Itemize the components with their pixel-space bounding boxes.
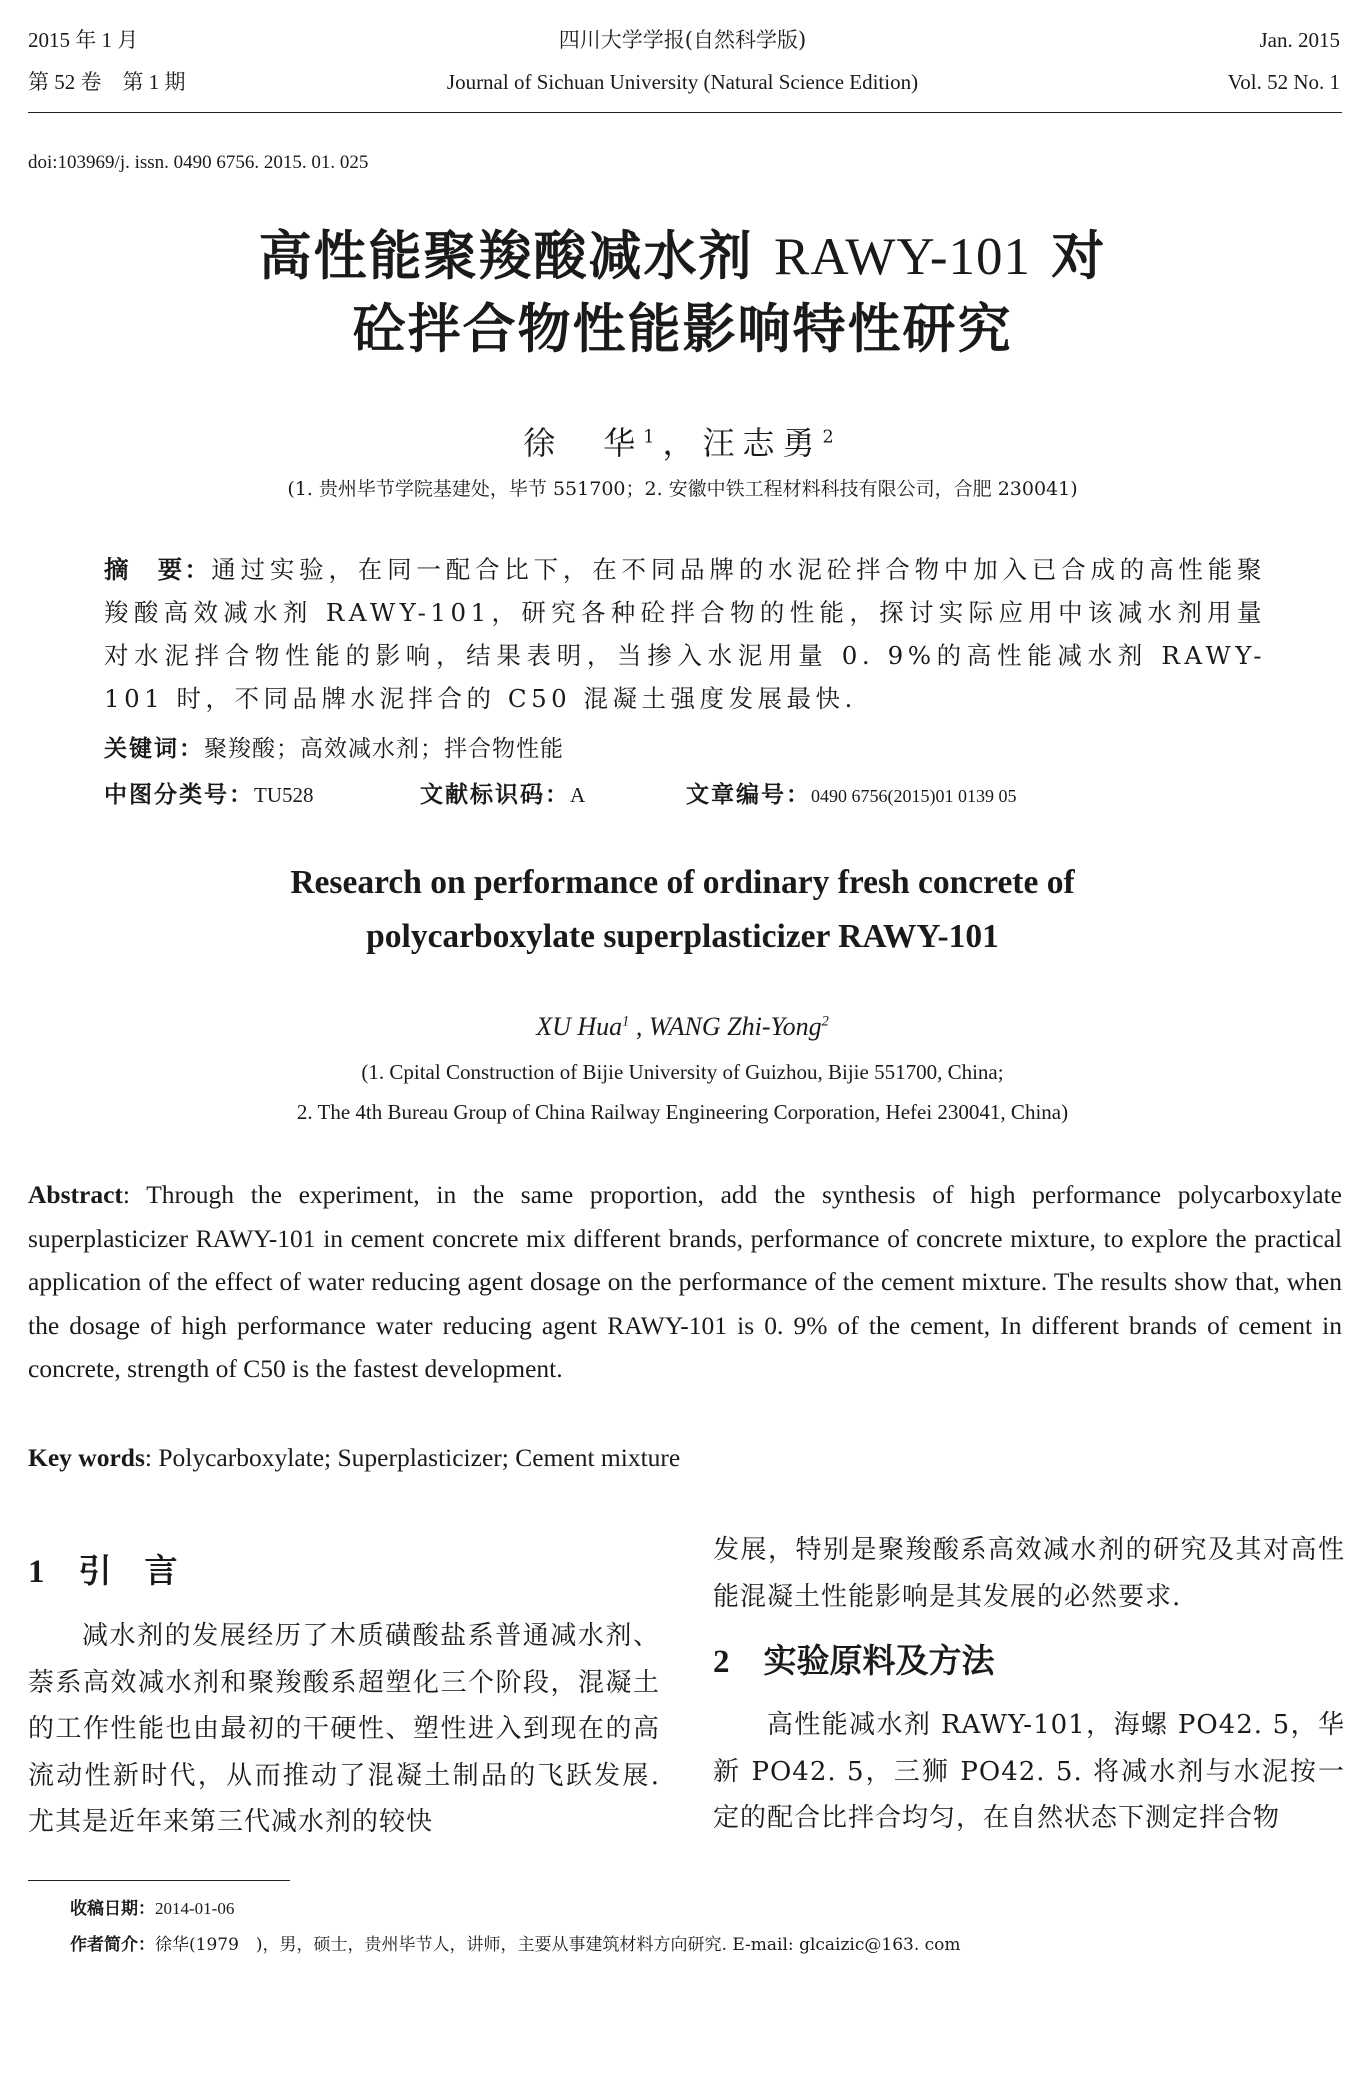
received-value: 2014-01-06 [155,1899,235,1918]
section2-paragraph: 高性能减水剂 RAWY-101，海螺 PO42. 5，华新 PO42. 5，三狮 PO42. 5. 将减水剂与水泥按一定的配合比拌合均匀，在自然状态下测定拌合物 [713,1710,1345,1833]
title-cn-prefix: 高性能聚羧酸减水剂 [258,226,775,287]
section1-continuation: 发展，特别是聚羧酸系高效减水剂的研究及其对高性能混凝土性能影响是其发展的必然要求. [713,1535,1345,1612]
affiliation-en-line2: 2. The 4th Bureau Group of China Railway Engineering Corporation, Hefei 230041, China) [296,1100,1069,1124]
title-cn-code: RAWY-101 [774,228,1031,286]
author-en-1-sup: 1 [622,1013,630,1030]
keywords-cn [104,730,564,763]
article-no-label: 文章编号： [686,782,811,808]
section1-number: 1 [28,1554,45,1590]
section2-title: 实验原料及方法 [763,1641,995,1680]
footnote-received [70,1894,234,1919]
header-date-cn: 2015 年 1 月 [28,28,139,52]
footnote-rule [28,1880,290,1881]
author-bio-label: 作者简介： [70,1935,155,1955]
title-cn-line1 [0,226,1365,287]
header-date-en: Jan. 2015 [1259,28,1340,52]
abstract-en-label: Abstract [28,1180,123,1209]
classification-clc [104,776,314,809]
doi: doi:103969/j. issn. 0490 6756. 2015. 01. 025 [28,152,369,173]
doc-code-value: A [570,783,586,807]
doc-code-label: 文献标识码： [420,782,570,808]
footnote-author [70,1930,961,1955]
keywords-en-text: : Polycarboxylate; Superplasticizer; Cement mixture [144,1443,681,1472]
authors-cn [0,418,1365,464]
author-bio-value: 徐华(1979 )，男，硕士，贵州毕节人，讲师，主要从事建筑材料方向研究. E-mail: glcaizic@163. com [155,1935,961,1955]
authors-en [0,1012,1365,1042]
header-journal-cn: 四川大学学报(自然科学版) [558,28,807,52]
keywords-en-label: Key words [28,1443,145,1472]
article-no-value: 0490 6756(2015)01 0139 05 [811,786,1017,806]
header-volume-en: Vol. 52 No. 1 [1227,70,1340,94]
affiliation-cn: (1. 贵州毕节学院基建处，毕节 551700；2. 安徽中铁工程材料科技有限公司，合肥 230041) [287,478,1078,500]
title-en-line2: polycarboxylate superplasticizer RAWY-101 [366,918,999,955]
abstract-cn [104,548,1266,720]
author-cn-2: 汪志勇 [702,424,823,462]
title-cn-suffix: 对 [1030,226,1107,287]
clc-label: 中图分类号： [104,782,254,808]
author-cn-1-sup: 1 [643,427,663,448]
keywords-en [28,1436,1342,1480]
section1-paragraph: 减水剂的发展经历了木质磺酸盐系普通减水剂、萘系高效减水剂和聚羧酸系超塑化三个阶段，混凝土的工作性能也由最初的干硬性、塑性进入到现在的高流动性新时代，从而推动了混凝土制品的飞跃发展. 尤其是近年来第三代减水剂的较快 [28,1621,660,1837]
received-label: 收稿日期： [70,1899,155,1919]
title-en-line1: Research on performance of ordinary fresh concrete of [290,864,1075,901]
affiliation-en-line1: (1. Cpital Construction of Bijie University of Guizhou, Bijie 551700, China; [361,1060,1004,1084]
abstract-cn-text: 通过实验，在同一配合比下，在不同品牌的水泥砼拌合物中加入已合成的高性能聚羧酸高效减水剂 RAWY-101，研究各种砼拌合物的性能，探讨实际应用中该减水剂用量对水泥拌合物性能的影响，结果表明，当掺入水泥用量 0. 9%的高性能减水剂 RAWY-101 时，不同品牌水泥拌合的 C50 混凝土强度发展最快. [104,555,1266,713]
author-en-sep: , [629,1012,649,1041]
section2-number: 2 [713,1644,730,1680]
header-rule [28,112,1342,113]
author-en-2-sup: 2 [821,1013,829,1030]
author-en-1: XU Hua [536,1012,623,1041]
header-volume-cn: 第 52 卷 第 1 期 [28,70,186,94]
section1-heading [28,1545,178,1592]
section2-heading [713,1635,995,1682]
section1-title: 引 言 [78,1551,178,1590]
author-cn-1: 徐 华 [523,424,644,462]
abstract-cn-label: 摘 要： [104,555,212,584]
keywords-cn-label: 关键词： [104,736,204,762]
abstract-en-text: : Through the experiment, in the same proportion, add the synthesis of high performance polycarboxylate superplasticizer RAWY-101 in cement concrete mix different brands, performance of concrete mixture, to explore the practical application of the effect of water reducing agent dosage on the performance of the cement mixture. The results show that, when the dosage of high performance water reducing agent RAWY-101 is 0. 9% of the cement, In different brands of cement in concrete, strength of C50 is the fastest development. [28,1180,1342,1383]
classification-article [686,776,1017,809]
clc-value: TU528 [254,783,314,807]
keywords-cn-text: 聚羧酸；高效减水剂；拌合物性能 [204,736,564,762]
abstract-en [28,1173,1342,1391]
author-cn-sep: ， [662,424,703,462]
author-cn-2-sup: 2 [822,427,842,448]
author-en-2: WANG Zhi-Yong [648,1012,822,1041]
classification-doc [420,776,585,809]
title-cn-line2: 砼拌合物性能影响特性研究 [352,299,1013,360]
header-journal-en: Journal of Sichuan University (Natural Science Edition) [446,70,919,94]
